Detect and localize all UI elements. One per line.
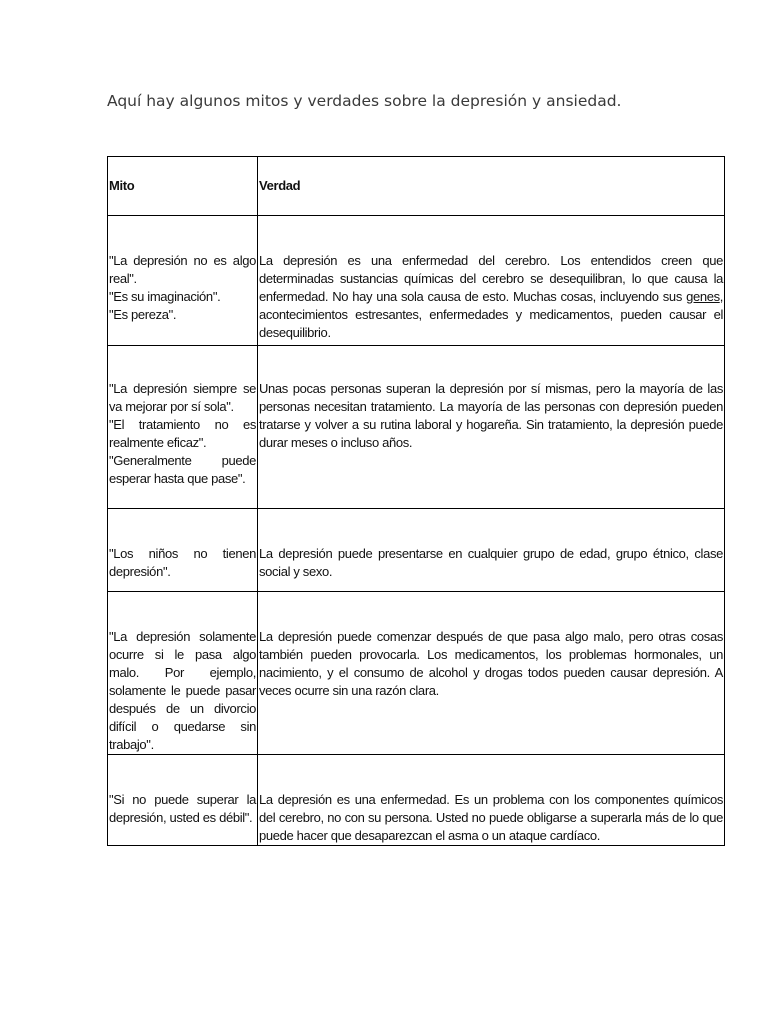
myth-text: "Si no puede superar la depresión, usted es débil". bbox=[109, 792, 256, 825]
truth-text: La depresión es una enfermedad. Es un problema con los componentes químicos del cerebro, no con su persona. Usted no puede obligarse a superarla más de lo que puede hacer que desaparezcan el asma o un ataque cardíaco. bbox=[259, 792, 723, 843]
truth-cell bbox=[258, 216, 725, 346]
myth-text: "La depresión no es algo real". "Es su imaginación". "Es pereza". bbox=[109, 253, 256, 322]
truth-cell bbox=[258, 509, 725, 592]
table-row bbox=[108, 346, 725, 509]
truth-text-part: , acontecimientos estresantes, enfermedades y medicamentos, pueden causar el desequilibrio. bbox=[259, 289, 723, 340]
table-row bbox=[108, 509, 725, 592]
truth-text: La depresión puede comenzar después de que pasa algo malo, pero otras cosas también pueden provocarla. Los medicamentos, los problemas hormonales, un nacimiento, y el consumo de alcohol y drogas todos pueden causar depresión. A veces ocurre sin una razón clara. bbox=[259, 629, 723, 698]
myth-text: "Los niños no tienen depresión". bbox=[109, 546, 256, 579]
table-row bbox=[108, 755, 725, 846]
table-row bbox=[108, 216, 725, 346]
myth-cell bbox=[108, 216, 258, 346]
myth-text: "La depresión siempre se va mejorar por sí sola". "El tratamiento no es realmente eficaz". "Generalmente puede esperar hasta que pase". bbox=[109, 381, 256, 486]
myths-truths-table bbox=[107, 156, 725, 846]
truth-text-part: La depresión es una enfermedad del cerebro. Los entendidos creen que determinadas sustancias químicas del cerebro se desequilibran, lo que causa la enfermedad. No hay una sola causa de esto. Muchas cosas, incluyendo sus bbox=[259, 253, 723, 304]
truth-text bbox=[259, 252, 723, 342]
header-truth: Verdad bbox=[258, 157, 725, 216]
table-row bbox=[108, 592, 725, 755]
genes-link[interactable]: genes bbox=[686, 289, 720, 304]
truth-cell bbox=[258, 592, 725, 755]
intro-text: Aquí hay algunos mitos y verdades sobre la depresión y ansiedad. bbox=[107, 92, 622, 110]
truth-text: La depresión puede presentarse en cualquier grupo de edad, grupo étnico, clase social y sexo. bbox=[259, 546, 723, 579]
myth-cell bbox=[108, 592, 258, 755]
truth-cell bbox=[258, 755, 725, 846]
table-header bbox=[108, 157, 725, 216]
truth-text: Unas pocas personas superan la depresión por sí mismas, pero la mayoría de las personas necesitan tratamiento. La mayoría de las personas con depresión pueden tratarse y volver a su rutina laboral y hogareña. Sin tratamiento, la depresión puede durar meses o incluso años. bbox=[259, 381, 723, 450]
header-row bbox=[108, 157, 725, 216]
header-myth: Mito bbox=[108, 157, 258, 216]
truth-cell bbox=[258, 346, 725, 509]
table-body bbox=[108, 216, 725, 846]
myth-cell bbox=[108, 509, 258, 592]
myth-cell bbox=[108, 755, 258, 846]
myth-cell bbox=[108, 346, 258, 509]
myth-text: "La depresión solamente ocurre si le pasa algo malo. Por ejemplo, solamente le puede pasar después de un divorcio difícil o quedarse sin trabajo". bbox=[109, 629, 256, 752]
